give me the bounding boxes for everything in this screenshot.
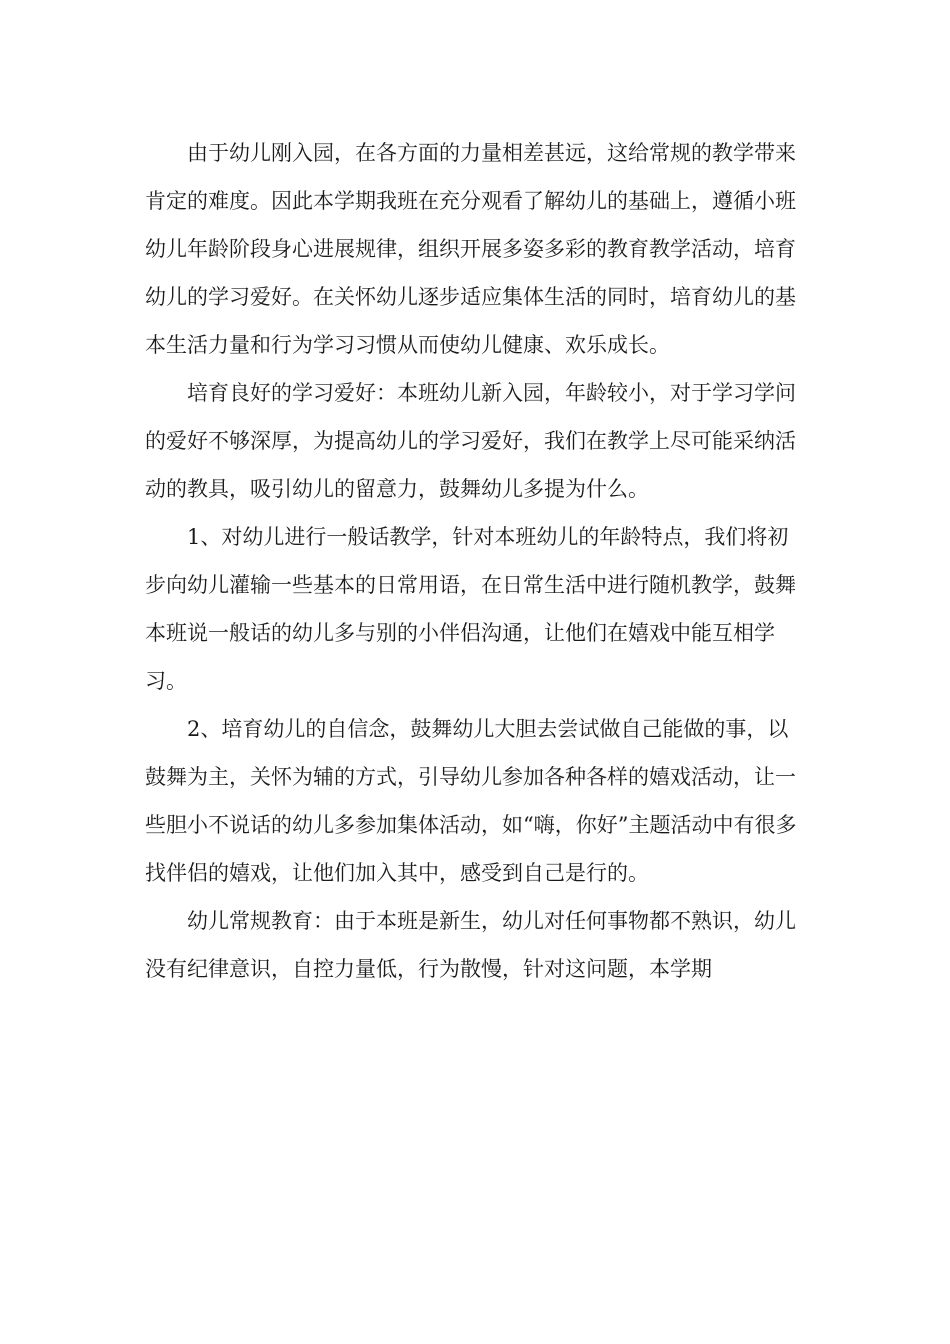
paragraph-routine-education: 幼儿常规教育：由于本班是新生，幼儿对任何事物都不熟识，幼儿没有纪律意识，自控力量低，行为散慢，针对这问题，本学期	[145, 909, 796, 981]
paragraph-intro: 由于幼儿刚入园，在各方面的力量相差甚远，这给常规的教学带来肯定的难度。因此本学期我班在充分观看了解幼儿的基础上，遵循小班幼儿年龄阶段身心进展规律，组织开展多姿多彩的教育教学活动，培育幼儿的学习爱好。在关怀幼儿逐步适应集体生活的同时，培育幼儿的基本生活力量和行为学习习惯从而使幼儿健康、欢乐成长。	[145, 141, 796, 357]
paragraph-item-2: 2、培育幼儿的自信念，鼓舞幼儿大胆去尝试做自己能做的事，以鼓舞为主，关怀为辅的方式，引导幼儿参加各种各样的嬉戏活动，让一些胆小不说话的幼儿多参加集体活动，如“嗨，你好”主题活动中有很多找伴侣的嬉戏，让他们加入其中，感受到自己是行的。	[145, 717, 797, 885]
paragraph-item-1: 1、对幼儿进行一般话教学，针对本班幼儿的年龄特点，我们将初步向幼儿灌输一些基本的日常用语，在日常生活中进行随机教学，鼓舞本班说一般话的幼儿多与别的小伴侣沟通，让他们在嬉戏中能互相学习。	[145, 525, 796, 693]
document-body	[145, 129, 807, 993]
paragraph-learning-interest: 培育良好的学习爱好：本班幼儿新入园，年龄较小，对于学习学问的爱好不够深厚，为提高幼儿的学习爱好，我们在教学上尽可能采纳活动的教具，吸引幼儿的留意力，鼓舞幼儿多提为什么。	[145, 381, 796, 501]
